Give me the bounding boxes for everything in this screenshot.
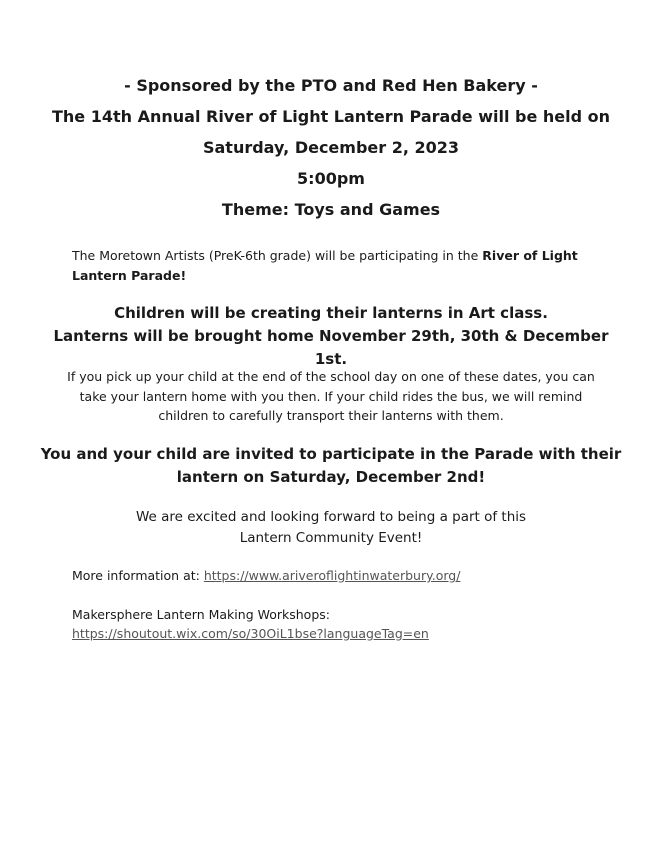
workshops-block — [72, 605, 622, 643]
intro-bold: River of Light Lantern Parade! — [72, 248, 578, 283]
art-class-line-2: Lanterns will be brought home November 29th, 30th & December 1st. — [53, 327, 609, 368]
invite-line-1: You and your child are invited to participate in the Parade with their — [40, 445, 622, 463]
more-info-line — [72, 567, 622, 585]
event-time: 5:00pm — [297, 169, 365, 188]
pickup-paragraph — [60, 367, 602, 426]
workshops-link[interactable]: https://shoutout.wix.com/so/30OiL1bse?languageTag=en — [72, 626, 429, 641]
excited-line-2: Lantern Community Event! — [239, 530, 423, 546]
art-class-line-1: Children will be creating their lanterns in Art class. — [114, 304, 548, 322]
header-block — [40, 70, 622, 225]
pickup-line-2: take your lantern home with you then. If your child rides the bus, we will remind — [79, 388, 583, 404]
excited-line-1: We are excited and looking forward to being a part of this — [135, 509, 527, 525]
invite-line-2: lantern on Saturday, December 2nd! — [176, 468, 486, 486]
pickup-line-3: children to carefully transport their lanterns with them. — [158, 408, 504, 423]
event-title: The 14th Annual River of Light Lantern Parade will be held on — [51, 107, 611, 126]
workshops-label: Makersphere Lantern Making Workshops: — [72, 607, 330, 622]
invite-notice — [40, 443, 622, 489]
event-theme: Theme: Toys and Games — [221, 200, 441, 219]
art-class-notice — [40, 302, 622, 371]
event-date: Saturday, December 2, 2023 — [202, 138, 460, 157]
more-info-link[interactable]: https://www.ariveroflightinwaterbury.org/ — [203, 568, 461, 583]
intro-paragraph — [72, 246, 590, 286]
intro-text: The Moretown Artists (PreK-6th grade) will be participating in the — [72, 248, 483, 263]
pickup-line-1: If you pick up your child at the end of the school day on one of these dates, you can — [67, 369, 595, 384]
more-info-label: More information at: — [72, 568, 204, 583]
sponsor-line: - Sponsored by the PTO and Red Hen Bakery - — [124, 76, 538, 95]
excited-paragraph — [40, 507, 622, 549]
